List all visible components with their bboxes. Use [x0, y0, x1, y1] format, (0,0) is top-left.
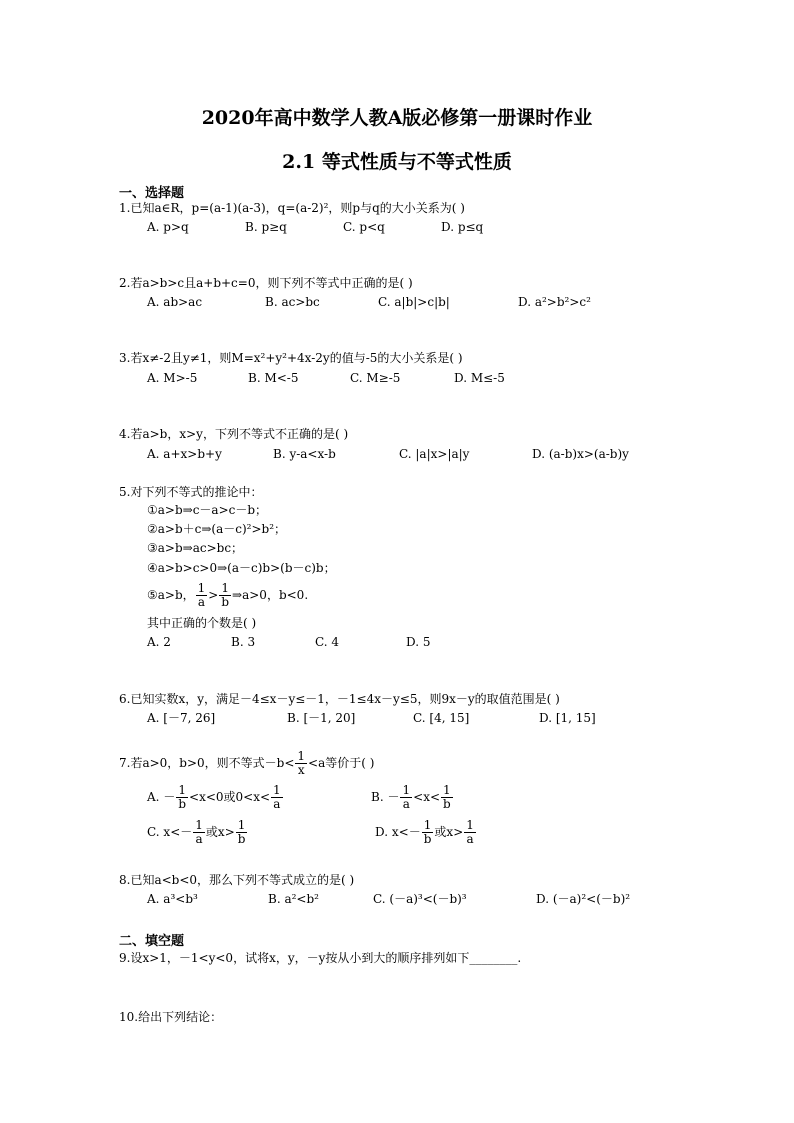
q6-option-d: D. [1, 15] — [539, 711, 596, 725]
question-5: 5.对下列不等式的推论中： — [119, 485, 263, 499]
q3-option-b: B. M<-5 — [248, 371, 299, 385]
section-heading-fill: 二、填空题 — [119, 934, 185, 949]
q5-statement-2: ②a>b＋c⇒(a－c)²>b²； — [147, 522, 287, 536]
q5-ask: 其中正确的个数是( ) — [147, 616, 257, 630]
fraction-1-over-b: $\frac{1}{b}$ — [221, 581, 230, 609]
q8-option-b: B. a²<b² — [268, 892, 319, 906]
q6-option-c: C. [4, 15] — [413, 711, 470, 725]
question-6: 6.已知实数x，y，满足－4≤x－y≤－1，－1≤4x－y≤5，则9x－y的取值范围是( ) — [119, 692, 560, 706]
fraction-1-over-a: $\frac{1}{a}$ — [197, 581, 206, 609]
section-subtitle: 2.1 等式性质与不等式性质 — [282, 151, 512, 173]
q7-option-c: C. x<－ $\frac{1}{a}$ 或x> $\frac{1}{b}$ — [147, 818, 246, 846]
q8-option-a: A. a³<b³ — [147, 892, 198, 906]
q1-option-c: C. p<q — [343, 220, 385, 234]
question-3: 3.若x≠-2且y≠1，则M=x²+y²+4x-2y的值与-5的大小关系是( ) — [119, 351, 463, 365]
question-10: 10.给出下列结论： — [119, 1010, 223, 1024]
q7-option-b: B. － $\frac{1}{a}$ <x< $\frac{1}{b}$ — [371, 783, 451, 811]
q4-option-d: D. (a-b)x>(a-b)y — [532, 447, 629, 461]
q7-option-a: A. － $\frac{1}{b}$ <x<0或0<x< $\frac{1}{a}$ — [147, 783, 281, 811]
question-4: 4.若a>b，x>y，下列不等式不正确的是( ) — [119, 427, 349, 441]
q2-option-d: D. a²>b²>c² — [518, 295, 591, 309]
q6-option-b: B. [－1, 20] — [287, 711, 356, 725]
q5-option-c: C. 4 — [315, 635, 340, 649]
q3-option-a: A. M>-5 — [147, 371, 198, 385]
q6-option-a: A. [－7, 26] — [147, 711, 216, 725]
document-title: 2020年高中数学人教A版必修第一册课时作业 — [201, 107, 593, 129]
q7-option-d: D. x<－ $\frac{1}{b}$ 或x> $\frac{1}{a}$ — [375, 818, 474, 846]
q8-option-c: C. (－a)³<(－b)³ — [373, 892, 467, 906]
question-7: 7.若a>0，b>0，则不等式－b< $\frac{1}{x}$ <a等价于( ) — [119, 749, 375, 777]
q5-statement-5: ⑤a>b， $\frac{1}{a}$ > $\frac{1}{b}$ ⇒a>0，b<0. — [147, 581, 309, 609]
q1-option-b: B. p≥q — [245, 220, 287, 234]
fraction-1-over-x: $\frac{1}{x}$ — [297, 749, 306, 777]
q5-statement-5-end: ⇒a>0，b<0. — [232, 588, 309, 602]
q4-option-c: C. |a|x>|a|y — [399, 447, 470, 461]
q2-option-b: B. ac>bc — [265, 295, 320, 309]
q8-option-d: D. (－a)²<(－b)² — [536, 892, 631, 906]
q5-option-a: A. 2 — [147, 635, 171, 649]
question-9: 9.设x>1，－1<y<0，试将x，y，－y按从小到大的顺序排列如下________. — [119, 951, 522, 965]
q4-option-a: A. a+x>b+y — [147, 447, 222, 461]
q5-option-b: B. 3 — [231, 635, 256, 649]
q5-option-d: D. 5 — [406, 635, 431, 649]
section-heading-choice: 一、选择题 — [119, 186, 185, 201]
q5-statement-3: ③a>b⇒ac>bc； — [147, 541, 244, 555]
q3-option-d: D. M≤-5 — [454, 371, 505, 385]
q3-option-c: C. M≥-5 — [350, 371, 401, 385]
q1-option-a: A. p>q — [147, 220, 189, 234]
q4-option-b: B. y-a<x-b — [273, 447, 336, 461]
q5-statement-1: ①a>b⇒c－a>c－b； — [147, 503, 268, 517]
q5-statement-4: ④a>b>c>0⇒(a－c)b>(b－c)b； — [147, 561, 336, 575]
question-8: 8.已知a<b<0，那么下列不等式成立的是( ) — [119, 873, 355, 887]
question-1: 1.已知a∈R，p=(a-1)(a-3)，q=(a-2)²，则p与q的大小关系为( ) — [119, 201, 465, 215]
question-2: 2.若a>b>c且a+b+c=0，则下列不等式中正确的是( ) — [119, 276, 413, 290]
q5-statement-5-start: ⑤a>b， — [147, 588, 195, 602]
q2-option-a: A. ab>ac — [147, 295, 203, 309]
q2-option-c: C. a|b|>c|b| — [378, 295, 450, 309]
q1-option-d: D. p≤q — [441, 220, 484, 234]
